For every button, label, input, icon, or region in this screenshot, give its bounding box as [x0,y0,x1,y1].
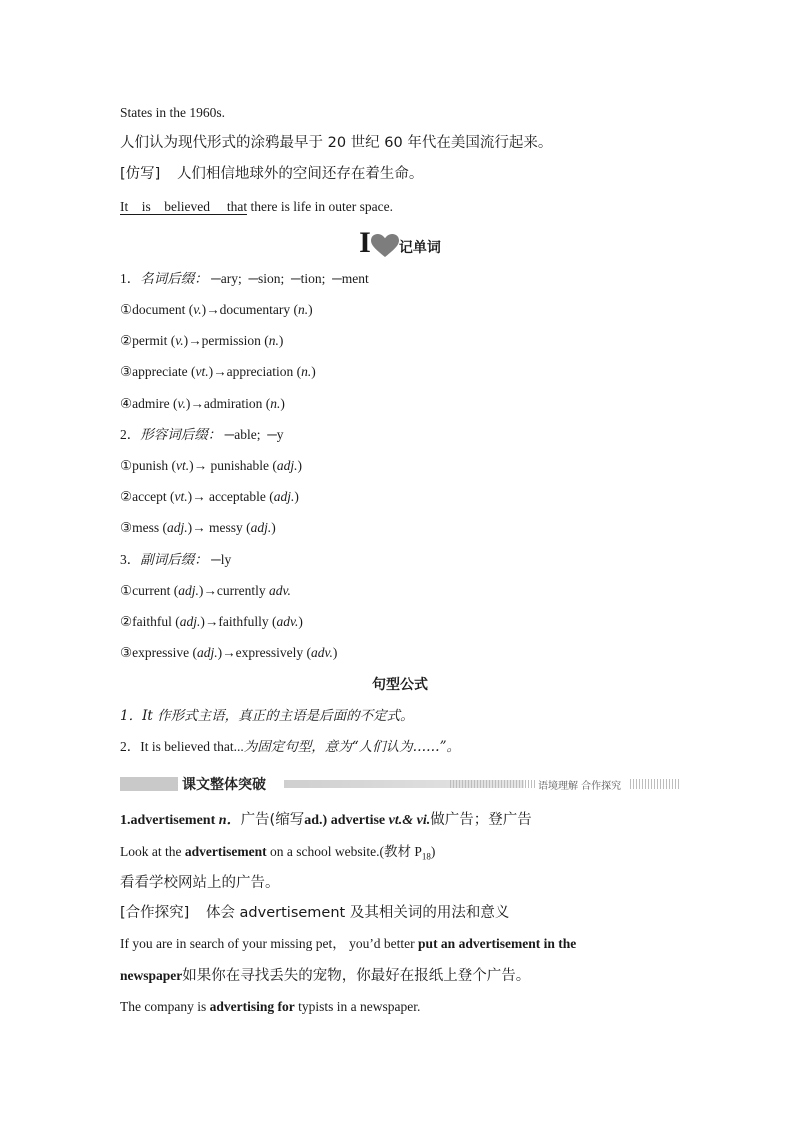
example-sentence: Look at the advertisement on a school website.(教材 $P_{18}$) [120,844,436,862]
entry-headline: 1.advertisement n．广告(缩写ad.) advertise vt.& vi.做广告；登广告 [120,812,532,828]
word-item: ①punish (vt.)→ punishable (adj.) [120,458,303,473]
banner-subtitle: 语境理解 合作探究 [538,781,622,792]
banner-bar [120,777,178,791]
example-sentence: The company is advertising for typists in a newspaper. [120,999,421,1014]
fangxie-text: 人们相信地球外的空间还存在着生命。 [176,166,424,182]
memorize-words-heading [120,226,680,262]
example-translation: 看看学校网站上的广告。 [120,875,280,891]
answer-line [120,197,393,217]
banner-stripes [630,779,680,789]
text-line: States in the 1960s. [120,105,225,120]
hezuo-line: [合作探究] 体会 advertisement 及其相关词的用法和意义 [120,905,510,921]
answer-blank: It [120,199,142,215]
word-item: ③appreciate (vt.)→appreciation (n.) [120,364,316,379]
word-item: ③expressive (adj.)→expressively (adv.) [120,645,338,660]
fangxie-label: [仿写] [120,166,161,182]
example-sentence: newspaper如果你在寻找丢失的宠物，你最好在报纸上登个广告。 [120,968,531,984]
section-title: 1．名词后缀： ─ary; ─sion; ─tion; ─ment [120,271,369,287]
word-item: ②accept (vt.)→ acceptable (adj.) [120,489,299,504]
pattern-rule: 2．It is believed that...为固定句型，意为“人们认为……”。 [120,739,461,755]
heart-icon [371,234,399,262]
word-item: ②permit (v.)→permission (n.) [120,333,284,348]
word-item: ④admire (v.)→admiration (n.) [120,396,285,411]
answer-rest: there is life in outer space. [250,199,393,214]
section-title-text: 名词后缀： [140,271,208,287]
logo-word: 记单词 [398,240,441,256]
word-item: ①current (adj.)→currently adv. [120,583,291,598]
section-title-text: 形容词后缀： [140,427,222,443]
word-item: ②faithful (adj.)→faithfully (adv.) [120,614,303,629]
fangxie-line [120,164,423,184]
answer-blank: is [142,199,165,215]
section-title: 2．形容词后缀： ─able; ─y [120,427,284,443]
answer-blank: believed [164,199,227,215]
text-line-cn: 人们认为现代形式的涂鸦最早于 20 世纪 60 年代在美国流行起来。 [120,135,553,151]
section-title-text: 副词后缀： [140,552,208,568]
banner-title: 课文整体突破 [182,777,266,793]
word-item: ①document (v.)→documentary (n.) [120,302,313,317]
logo-letter: I [359,226,371,259]
word-item: ③mess (adj.)→ messy (adj.) [120,520,276,535]
pattern-heading: 句型公式 [372,677,428,693]
section-title: 3．副词后缀： ─ly [120,552,232,568]
section-banner [120,776,680,792]
pattern-rule: 1．It 作形式主语，真正的主语是后面的不定式。 [120,708,414,724]
banner-stripes [450,780,535,788]
example-sentence: If you are in search of your missing pet， you’d better put an advertisement in the [120,936,577,951]
answer-blank: that [226,199,248,214]
